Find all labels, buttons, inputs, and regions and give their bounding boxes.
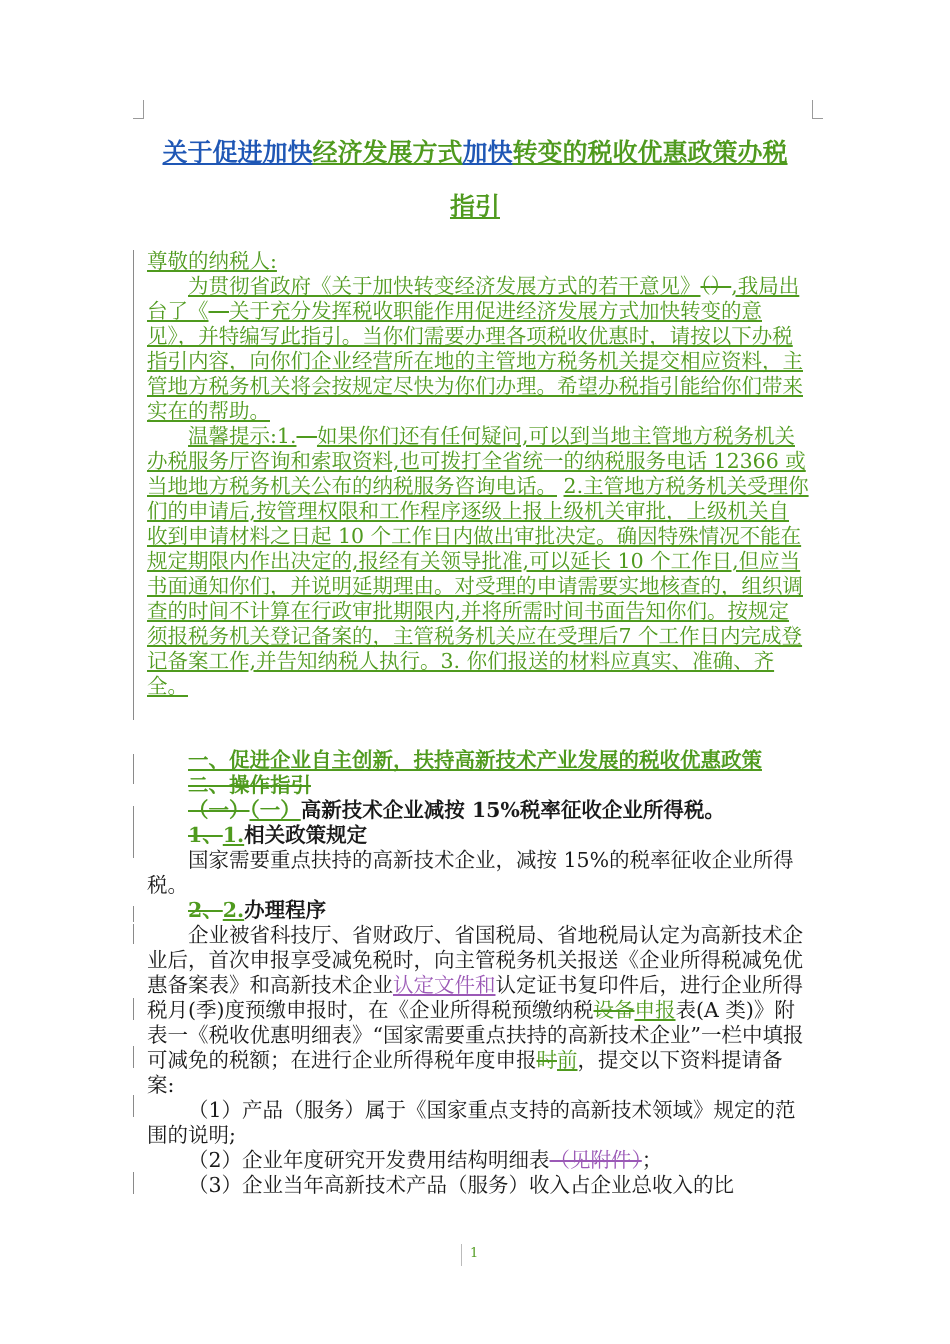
revision-bar	[133, 998, 134, 1020]
list-item: （2）企业年度研究开发费用结构明细表（见附件）；	[188, 1148, 663, 1172]
section-heading: 一、促进企业自主创新，扶持高新技术产业发展的税收优惠政策	[188, 748, 762, 772]
title-line-1: 关于促进加快经济发展方式加快转变的税收优惠政策办税	[162, 138, 788, 167]
policy-body: 国家需要重点扶持的高新技术企业，减按 15%的税率征收企业所得税。	[147, 848, 794, 897]
deleted-heading: 二、操作指引	[188, 773, 311, 797]
page-corner-mark	[812, 100, 823, 119]
page-number: 1	[470, 1246, 479, 1261]
intro-section	[147, 249, 809, 699]
list-item: （1）产品（服务）属于《国家重点支持的高新技术领域》规定的范围的说明;	[147, 1098, 796, 1147]
revision-bar	[133, 906, 134, 922]
subsection-heading: 1、1.相关政策规定	[188, 823, 368, 847]
revision-bar	[133, 806, 134, 858]
revision-bar	[133, 250, 134, 720]
revision-bar	[133, 1172, 134, 1194]
page-corner-mark	[133, 100, 144, 119]
subsection-heading: 2、2.办理程序	[188, 898, 327, 922]
title-line-2: 指引	[449, 192, 500, 221]
revision-bar	[133, 754, 134, 784]
footer-separator	[461, 1244, 462, 1266]
revision-bar	[133, 1095, 134, 1117]
tips-paragraph: 温馨提示:1.—如果你们还有任何疑问,可以到当地主管地方税务机关办税服务厅咨询和索取资料,也可拨打全省统一的纳税服务电话 12366 或当地地方税务机关公布的纳税服务咨询电话。 2.主管地方税务机关受理你们的申请后,按管理权限和工作程序逐级上报上级机关审批，上级机关自收到申请材料之日起 10 个工作日内做出审批决定。确因特殊情况不能在规定期限内作出决定的,报经有关领导批准,可以延长 10 个工作日,但应当书面通知你们，并说明延期理由。对受理的申请需要实地核查的，组织调查的时间不计算在行政审批期限内,并将所需时间书面告知你们。按规定须报税务机关登记备案的，主管税务机关应在受理后7 个工作日内完成登记备案工作,并告知纳税人执行。3. 你们报送的材料应真实、准确、齐全。	[147, 424, 809, 698]
revision-bar	[133, 924, 134, 944]
policy-item-heading: （一）（一）高新技术企业减按 15%税率征收企业所得税。	[188, 798, 725, 822]
document-title	[140, 126, 810, 234]
salutation: 尊敬的纳税人:	[147, 249, 277, 273]
intro-paragraph: 为贯彻省政府《关于加快转变经济发展方式的若干意见》（）,我局出台了《—关于充分发挥税收职能作用促进经济发展方式加快转变的意见》，并特编写此指引。当你们需要办理各项税收优惠时，请按以下办税指引内容，向你们企业经营所在地的主管地方税务机关提交相应资料，主管地方税务机关将会按规定尽快为你们办理。希望办税指引能给你们带来实在的帮助。	[147, 274, 803, 423]
policy-section-1	[147, 748, 809, 1198]
procedure-body: 企业被省科技厅、省财政厅、省国税局、省地税局认定为高新技术企业后，首次申报享受减免税时，向主管税务机关报送《企业所得税减免优惠备案表》和高新技术企业认定文件和认定证书复印件后，进行企业所得税月(季)度预缴申报时，在《企业所得税预缴纳税设备申报表(A 类)》附表一《税收优惠明细表》“国家需要重点扶持的高新技术企业”一栏中填报可减免的税额；在进行企业所得税年度申报时前，提交以下资料提请备案:	[147, 923, 804, 1097]
revision-bar	[133, 1046, 134, 1068]
list-item: （3）企业当年高新技术产品（服务）收入占企业总收入的比	[188, 1173, 735, 1197]
